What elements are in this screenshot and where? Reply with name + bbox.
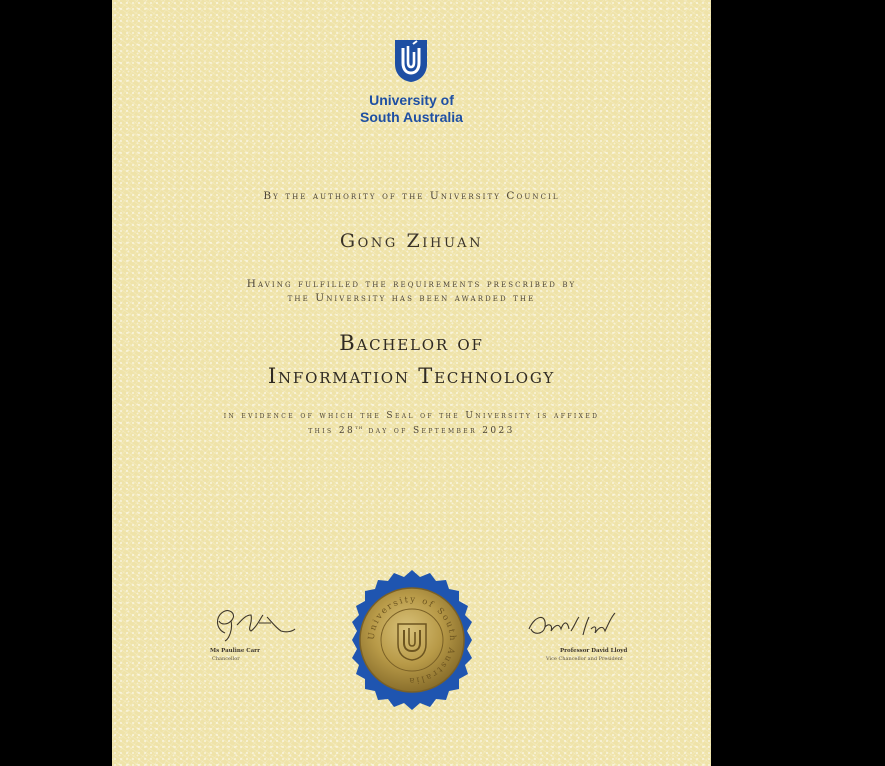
university-logo-icon — [393, 38, 429, 83]
chancellor-title: Chancellor — [212, 656, 240, 662]
chancellor-signature — [207, 603, 299, 643]
degree-title-line2: Information Technology — [267, 364, 556, 388]
vice-chancellor-name: Professor David Lloyd — [560, 648, 628, 654]
authority-statement: By the authority of the University Council — [263, 190, 560, 202]
award-day: 28 — [338, 426, 356, 436]
seal-text: University of South Australia — [366, 594, 458, 686]
university-name-line2: South Australia — [360, 109, 463, 125]
degree-title-line1: Bachelor of — [339, 331, 484, 355]
chancellor-name: Ms Pauline Carr — [210, 648, 260, 654]
award-date — [112, 424, 711, 436]
certificate — [112, 0, 711, 766]
vice-chancellor-signature — [525, 609, 619, 641]
university-name-line1: University of — [369, 92, 454, 108]
requirements-statement-line2: the University has been awarded the — [287, 292, 536, 304]
day-suffix: th — [355, 424, 364, 431]
vice-chancellor-title: Vice Chancellor and President — [546, 656, 623, 662]
requirements-statement-line1: Having fulfilled the requirements prescribed by — [246, 278, 577, 290]
award-month-year: day of September 2023 — [368, 426, 515, 436]
university-seal — [340, 568, 484, 712]
recipient-name: Gong Zihuan — [339, 230, 484, 252]
seal-statement-line1: in evidence of which the Seal of the University is affixed — [223, 411, 600, 421]
date-prefix: this — [308, 426, 334, 436]
